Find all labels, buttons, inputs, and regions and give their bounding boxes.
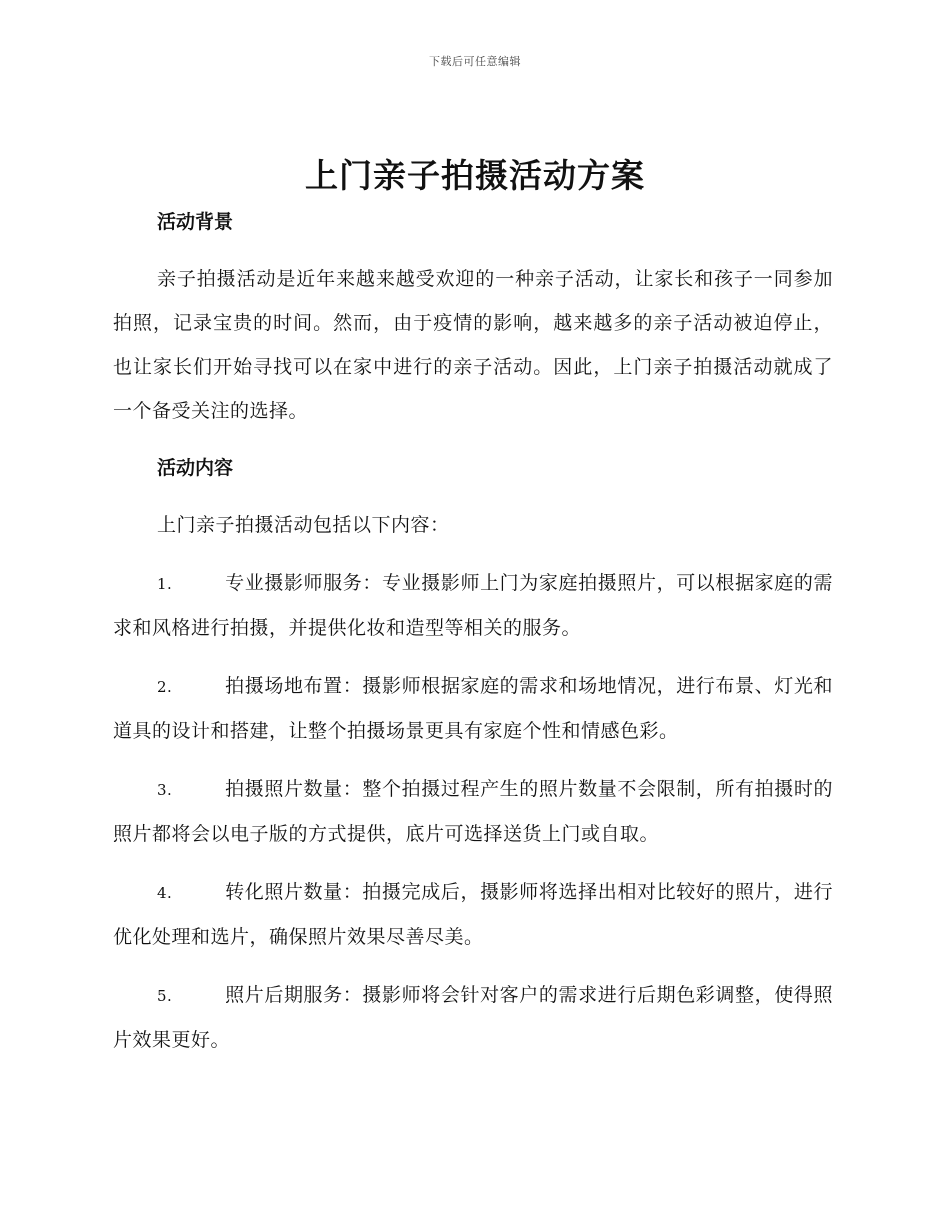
list-item	[113, 664, 833, 753]
list-item-text: 专业摄影师服务：专业摄影师上门为家庭拍摄照片，可以根据家庭的需求和风格进行拍摄，并提供化妆和造型等相关的服务。	[113, 572, 833, 639]
section-heading-content: 活动内容	[157, 457, 234, 479]
list-item	[113, 767, 833, 856]
background-paragraph: 亲子拍摄活动是近年来越来越受欢迎的一种亲子活动，让家长和孩子一同参加拍照，记录宝贵的时间。然而，由于疫情的影响，越来越多的亲子活动被迫停止，也让家长们开始寻找可以在家中进行的亲子活动。因此，上门亲子拍摄活动就成了一个备受关注的选择。	[113, 268, 833, 422]
list-item-text: 转化照片数量：拍摄完成后，摄影师将选择出相对比较好的照片，进行优化处理和选片，确保照片效果尽善尽美。	[113, 881, 833, 948]
header-note: 下载后可任意编辑	[429, 55, 521, 68]
list-item-text: 拍摄场地布置：摄影师根据家庭的需求和场地情况，进行布景、灯光和道具的设计和搭建，让整个拍摄场景更具有家庭个性和情感色彩。	[113, 675, 833, 742]
list-item-number: 1.	[157, 575, 173, 593]
list-item	[113, 973, 833, 1062]
list-item-number: 3.	[157, 781, 173, 799]
list-item-text: 照片后期服务：摄影师将会针对客户的需求进行后期色彩调整，使得照片效果更好。	[113, 984, 833, 1051]
list-item-number: 2.	[157, 678, 173, 696]
content-list	[113, 561, 833, 1062]
document-body	[113, 201, 833, 1062]
document-title: 上门亲子拍摄活动方案	[305, 156, 645, 195]
list-item	[113, 561, 833, 650]
list-item-text: 拍摄照片数量：整个拍摄过程产生的照片数量不会限制，所有拍摄时的照片都将会以电子版的方式提供，底片可选择送货上门或自取。	[113, 778, 833, 845]
content-intro: 上门亲子拍摄活动包括以下内容：	[157, 514, 450, 536]
list-item-number: 5.	[157, 987, 173, 1005]
section-heading-background: 活动背景	[157, 211, 234, 233]
list-item-number: 4.	[157, 884, 173, 902]
list-item	[113, 870, 833, 959]
